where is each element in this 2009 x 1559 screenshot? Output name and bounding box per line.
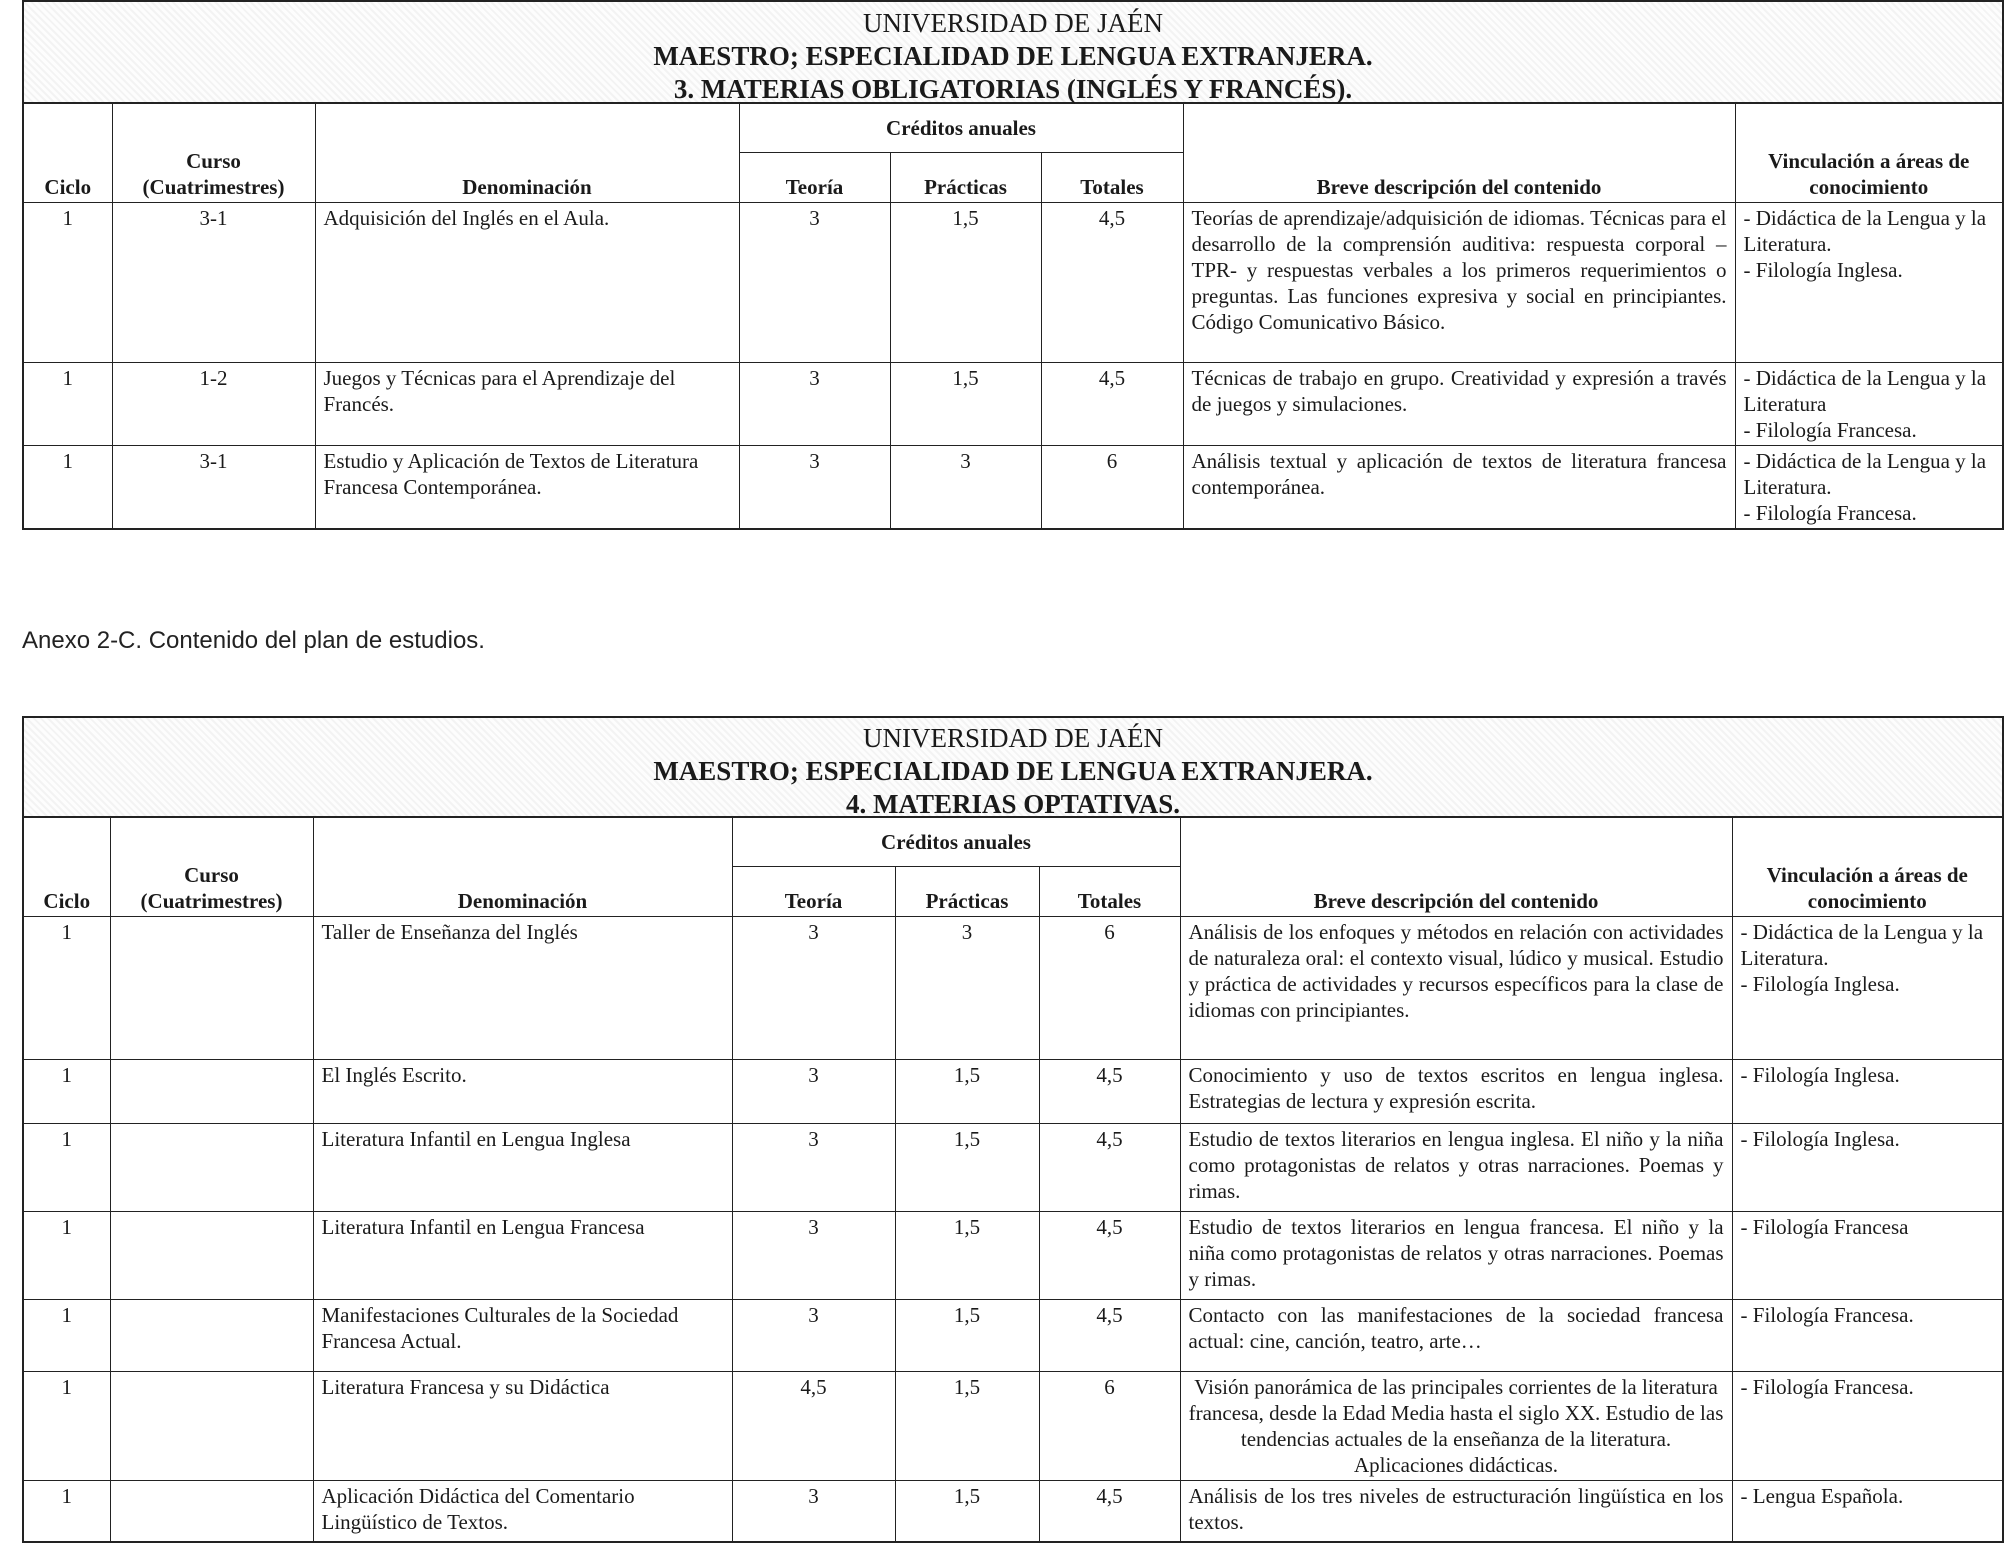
header-teoria: Teoría <box>739 153 890 203</box>
cell-totales: 4,5 <box>1041 363 1183 446</box>
cell-vinculacion <box>1732 1372 2002 1481</box>
cell-teoria: 3 <box>732 1481 895 1541</box>
cell-teoria: 3 <box>732 1300 895 1372</box>
table-obligatorias <box>22 0 2004 530</box>
cell-curso <box>110 917 313 1060</box>
cell-vinculacion <box>1732 1124 2002 1212</box>
cell-denominacion: El Inglés Escrito. <box>313 1060 732 1124</box>
cell-teoria: 3 <box>739 446 890 529</box>
area-item: - Didáctica de la Lengua y la Literatura <box>1743 366 1987 416</box>
cell-totales: 6 <box>1039 917 1180 1060</box>
cell-totales: 4,5 <box>1039 1481 1180 1541</box>
table-row <box>24 917 2002 1060</box>
cell-totales: 6 <box>1039 1372 1180 1481</box>
table-row <box>24 1060 2002 1124</box>
cell-teoria: 3 <box>732 917 895 1060</box>
header-creditos: Créditos anuales <box>732 818 1180 867</box>
header-descripcion: Breve descripción del contenido <box>1180 818 1732 917</box>
cell-denominacion: Estudio y Aplicación de Textos de Literatura Francesa Contemporánea. <box>315 446 739 529</box>
cell-vinculacion <box>1732 1300 2002 1372</box>
cell-descripcion: Estudio de textos literarios en lengua francesa. El niño y la niña como protagonistas de relatos y otras narraciones. Poemas y rimas. <box>1180 1212 1732 1300</box>
section-title: 4. MATERIAS OPTATIVAS. <box>845 789 1181 819</box>
section-title: 3. MATERIAS OBLIGATORIAS (INGLÉS Y FRANCÉS). <box>673 74 1353 104</box>
table-banner <box>24 718 2002 818</box>
cell-denominacion: Literatura Infantil en Lengua Inglesa <box>313 1124 732 1212</box>
cell-vinculacion <box>1735 203 2002 363</box>
header-practicas: Prácticas <box>890 153 1041 203</box>
cell-vinculacion <box>1735 446 2002 529</box>
table-row <box>24 1212 2002 1300</box>
cell-vinculacion <box>1735 363 2002 446</box>
cell-curso <box>110 1124 313 1212</box>
table-row <box>24 363 2002 446</box>
cell-totales: 4,5 <box>1039 1212 1180 1300</box>
table-row <box>24 203 2002 363</box>
cell-ciclo: 1 <box>24 1481 110 1541</box>
cell-curso <box>110 1300 313 1372</box>
area-item: - Filología Francesa. <box>1743 418 1917 442</box>
header-practicas: Prácticas <box>895 867 1039 917</box>
cell-vinculacion <box>1732 917 2002 1060</box>
header-ciclo: Ciclo <box>24 104 112 203</box>
cell-practicas: 1,5 <box>895 1300 1039 1372</box>
header-curso: Curso (Cuatrimestres) <box>110 818 313 917</box>
cell-descripcion: Análisis de los enfoques y métodos en relación con actividades de naturaleza oral: el contexto visual, lúdico y musical. Estudio y práctica de actividades y recursos específicos para la clase de idiomas con principiantes. <box>1180 917 1732 1060</box>
university-title: UNIVERSIDAD DE JAÉN <box>863 723 1163 753</box>
area-item: - Filología Francesa <box>1740 1215 1909 1239</box>
cell-denominacion: Literatura Francesa y su Didáctica <box>313 1372 732 1481</box>
cell-denominacion: Aplicación Didáctica del Comentario Lingüístico de Textos. <box>313 1481 732 1541</box>
cell-practicas: 3 <box>895 917 1039 1060</box>
header-denominacion: Denominación <box>315 104 739 203</box>
header-denominacion: Denominación <box>313 818 732 917</box>
cell-totales: 4,5 <box>1039 1060 1180 1124</box>
cell-practicas: 3 <box>890 446 1041 529</box>
cell-curso <box>110 1372 313 1481</box>
header-teoria: Teoría <box>732 867 895 917</box>
cell-ciclo: 1 <box>24 1300 110 1372</box>
area-item: - Didáctica de la Lengua y la Literatura. <box>1743 449 1987 499</box>
annex-caption: Anexo 2-C. Contenido del plan de estudios. <box>22 627 485 654</box>
cell-vinculacion <box>1732 1481 2002 1541</box>
area-item: - Filología Francesa. <box>1740 1375 1914 1399</box>
header-curso: Curso (Cuatrimestres) <box>112 104 315 203</box>
header-totales: Totales <box>1039 867 1180 917</box>
cell-descripcion: Análisis textual y aplicación de textos de literatura francesa contemporánea. <box>1183 446 1735 529</box>
area-item: - Didáctica de la Lengua y la Literatura. <box>1743 206 1987 256</box>
cell-descripcion: Contacto con las manifestaciones de la sociedad francesa actual: cine, canción, teatro, arte… <box>1180 1300 1732 1372</box>
cell-ciclo: 1 <box>24 917 110 1060</box>
header-totales: Totales <box>1041 153 1183 203</box>
cell-curso: 1-2 <box>112 363 315 446</box>
cell-teoria: 4,5 <box>732 1372 895 1481</box>
cell-curso <box>110 1212 313 1300</box>
table-row <box>24 1300 2002 1372</box>
area-item: - Filología Inglesa. <box>1740 1063 1900 1087</box>
cell-descripcion: Teorías de aprendizaje/adquisición de idiomas. Técnicas para el desarrollo de la comprensión auditiva: respuesta corporal –TPR- y respuestas verbales a los primeros requerimientos o preguntas. Las funciones expresiva y social en principiantes. Código Comunicativo Básico. <box>1183 203 1735 363</box>
cell-curso: 3-1 <box>112 446 315 529</box>
cell-totales: 4,5 <box>1039 1300 1180 1372</box>
cell-practicas: 1,5 <box>895 1124 1039 1212</box>
area-item: - Didáctica de la Lengua y la Literatura. <box>1740 920 1984 970</box>
cell-ciclo: 1 <box>24 1372 110 1481</box>
cell-descripcion: Estudio de textos literarios en lengua inglesa. El niño y la niña como protagonistas de relatos y otras narraciones. Poemas y rimas. <box>1180 1124 1732 1212</box>
area-item: - Filología Inglesa. <box>1743 258 1903 282</box>
cell-descripcion: Conocimiento y uso de textos escritos en lengua inglesa. Estrategias de lectura y expresión escrita. <box>1180 1060 1732 1124</box>
cell-vinculacion <box>1732 1060 2002 1124</box>
area-item: - Filología Inglesa. <box>1740 972 1900 996</box>
cell-teoria: 3 <box>739 203 890 363</box>
cell-totales: 4,5 <box>1041 203 1183 363</box>
cell-practicas: 1,5 <box>895 1481 1039 1541</box>
table-banner <box>24 2 2002 104</box>
plan-table <box>24 104 2002 528</box>
cell-ciclo: 1 <box>24 446 112 529</box>
cell-descripcion: Análisis de los tres niveles de estructuración lingüística en los textos. <box>1180 1481 1732 1541</box>
area-item: - Filología Inglesa. <box>1740 1127 1900 1151</box>
cell-teoria: 3 <box>732 1212 895 1300</box>
cell-denominacion: Adquisición del Inglés en el Aula. <box>315 203 739 363</box>
cell-ciclo: 1 <box>24 1060 110 1124</box>
cell-practicas: 1,5 <box>895 1060 1039 1124</box>
header-vinculacion: Vinculación a áreas de conocimiento <box>1735 104 2002 203</box>
table-row <box>24 1481 2002 1541</box>
cell-teoria: 3 <box>739 363 890 446</box>
cell-descripcion: Técnicas de trabajo en grupo. Creatividad y expresión a través de juegos y simulaciones. <box>1183 363 1735 446</box>
cell-practicas: 1,5 <box>890 363 1041 446</box>
specialty-title: MAESTRO; ESPECIALIDAD DE LENGUA EXTRANJERA. <box>653 756 1373 786</box>
cell-descripcion: Visión panorámica de las principales corrientes de la literatura francesa, desde la Edad Media hasta el siglo XX. Estudio de las tendencias actuales de la enseñanza de la literatura. Aplicaciones didácticas. <box>1180 1372 1732 1481</box>
area-item: - Filología Francesa. <box>1743 501 1917 525</box>
cell-totales: 4,5 <box>1039 1124 1180 1212</box>
plan-table <box>24 818 2002 1541</box>
cell-ciclo: 1 <box>24 363 112 446</box>
cell-denominacion: Manifestaciones Culturales de la Sociedad Francesa Actual. <box>313 1300 732 1372</box>
cell-practicas: 1,5 <box>890 203 1041 363</box>
cell-vinculacion <box>1732 1212 2002 1300</box>
area-item: - Lengua Española. <box>1740 1484 1904 1508</box>
cell-ciclo: 1 <box>24 1212 110 1300</box>
university-title: UNIVERSIDAD DE JAÉN <box>863 8 1163 38</box>
cell-ciclo: 1 <box>24 1124 110 1212</box>
cell-denominacion: Literatura Infantil en Lengua Francesa <box>313 1212 732 1300</box>
header-descripcion: Breve descripción del contenido <box>1183 104 1735 203</box>
cell-teoria: 3 <box>732 1124 895 1212</box>
cell-practicas: 1,5 <box>895 1372 1039 1481</box>
specialty-title: MAESTRO; ESPECIALIDAD DE LENGUA EXTRANJERA. <box>653 41 1373 71</box>
cell-denominacion: Juegos y Técnicas para el Aprendizaje del Francés. <box>315 363 739 446</box>
table-row <box>24 1124 2002 1212</box>
cell-curso <box>110 1060 313 1124</box>
cell-teoria: 3 <box>732 1060 895 1124</box>
cell-denominacion: Taller de Enseñanza del Inglés <box>313 917 732 1060</box>
header-ciclo: Ciclo <box>24 818 110 917</box>
cell-practicas: 1,5 <box>895 1212 1039 1300</box>
table-optativas <box>22 716 2004 1543</box>
header-vinculacion: Vinculación a áreas de conocimiento <box>1732 818 2002 917</box>
table-row <box>24 446 2002 529</box>
cell-totales: 6 <box>1041 446 1183 529</box>
cell-curso: 3-1 <box>112 203 315 363</box>
header-creditos: Créditos anuales <box>739 104 1183 153</box>
table-row <box>24 1372 2002 1481</box>
cell-ciclo: 1 <box>24 203 112 363</box>
area-item: - Filología Francesa. <box>1740 1303 1914 1327</box>
cell-curso <box>110 1481 313 1541</box>
